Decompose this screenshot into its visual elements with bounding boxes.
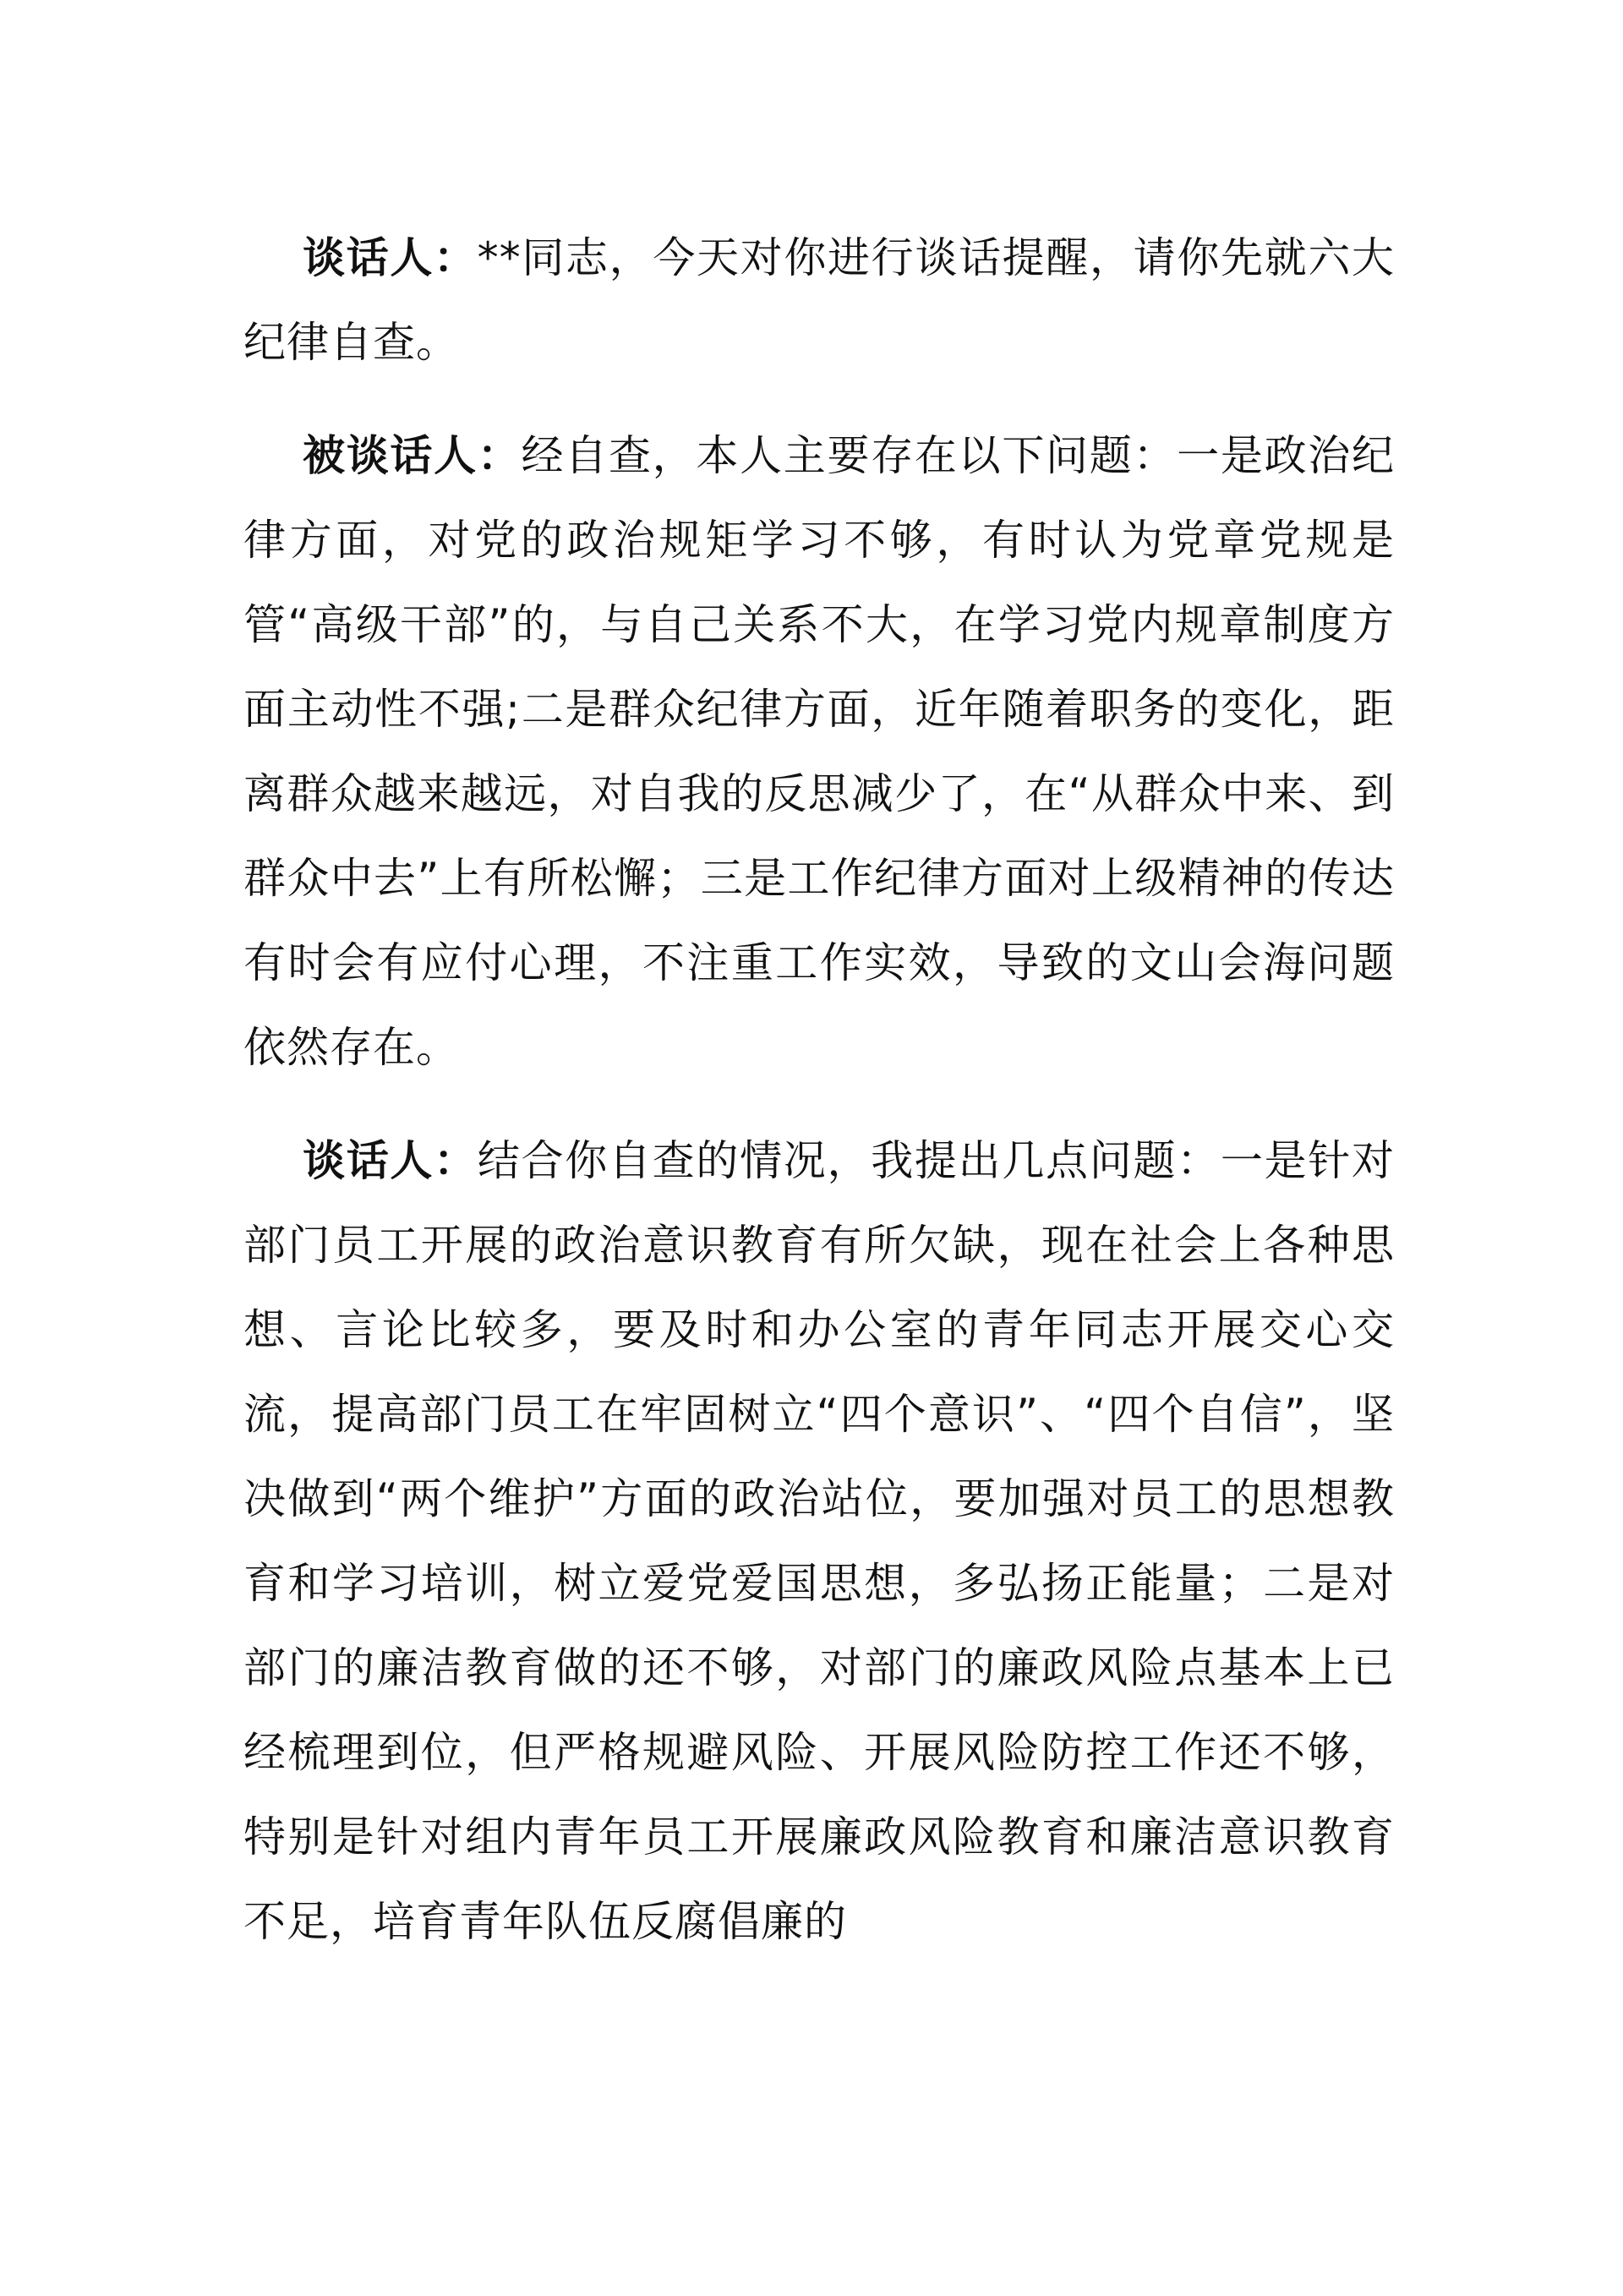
- speaker-label: 被谈话人：: [303, 431, 522, 480]
- paragraph-text: 结合你自查的情况，我提出几点问题：一是针对部门员工开展的政治意识教育有所欠缺，现在社会上各种思想、言论比较多，要及时和办公室的青年同志开展交心交流，提高部门员工在牢固树立“四个意识”、“四个自信”，坚决做到“两个维护”方面的政治站位，要加强对员工的思想教育和学习培训，树立爱党爱国思想，多弘扬正能量；二是对部门的廉洁教育做的还不够，对部门的廉政风险点基本上已经梳理到位，但严格规避风险、开展风险防控工作还不够，特别是针对组内青年员工开展廉政风险教育和廉洁意识教育不足，培育青年队伍反腐倡廉的: [243, 1136, 1396, 1946]
- dialogue-paragraph-3: [243, 1118, 1395, 1964]
- paragraph-text: 经自查，本人主要存在以下问题：一是政治纪律方面，对党的政治规矩学习不够，有时认为党章党规是管“高级干部”的，与自己关系不大，在学习党内规章制度方面主动性不强;二是群众纪律方面，近年随着职务的变化，距离群众越来越远，对自我的反思减少了，在“从群众中来、到群众中去”上有所松懈；三是工作纪律方面对上级精神的传达有时会有应付心理，不注重工作实效，导致的文山会海问题依然存在。: [243, 431, 1396, 1072]
- document-body: [243, 216, 1395, 1993]
- dialogue-paragraph-1: [243, 216, 1395, 385]
- dialogue-paragraph-2: [243, 413, 1395, 1090]
- paragraph-text: **同志，今天对你进行谈话提醒，请你先就六大纪律自查。: [243, 233, 1396, 367]
- speaker-label: 谈话人：: [303, 233, 478, 282]
- speaker-label: 谈话人：: [303, 1136, 478, 1185]
